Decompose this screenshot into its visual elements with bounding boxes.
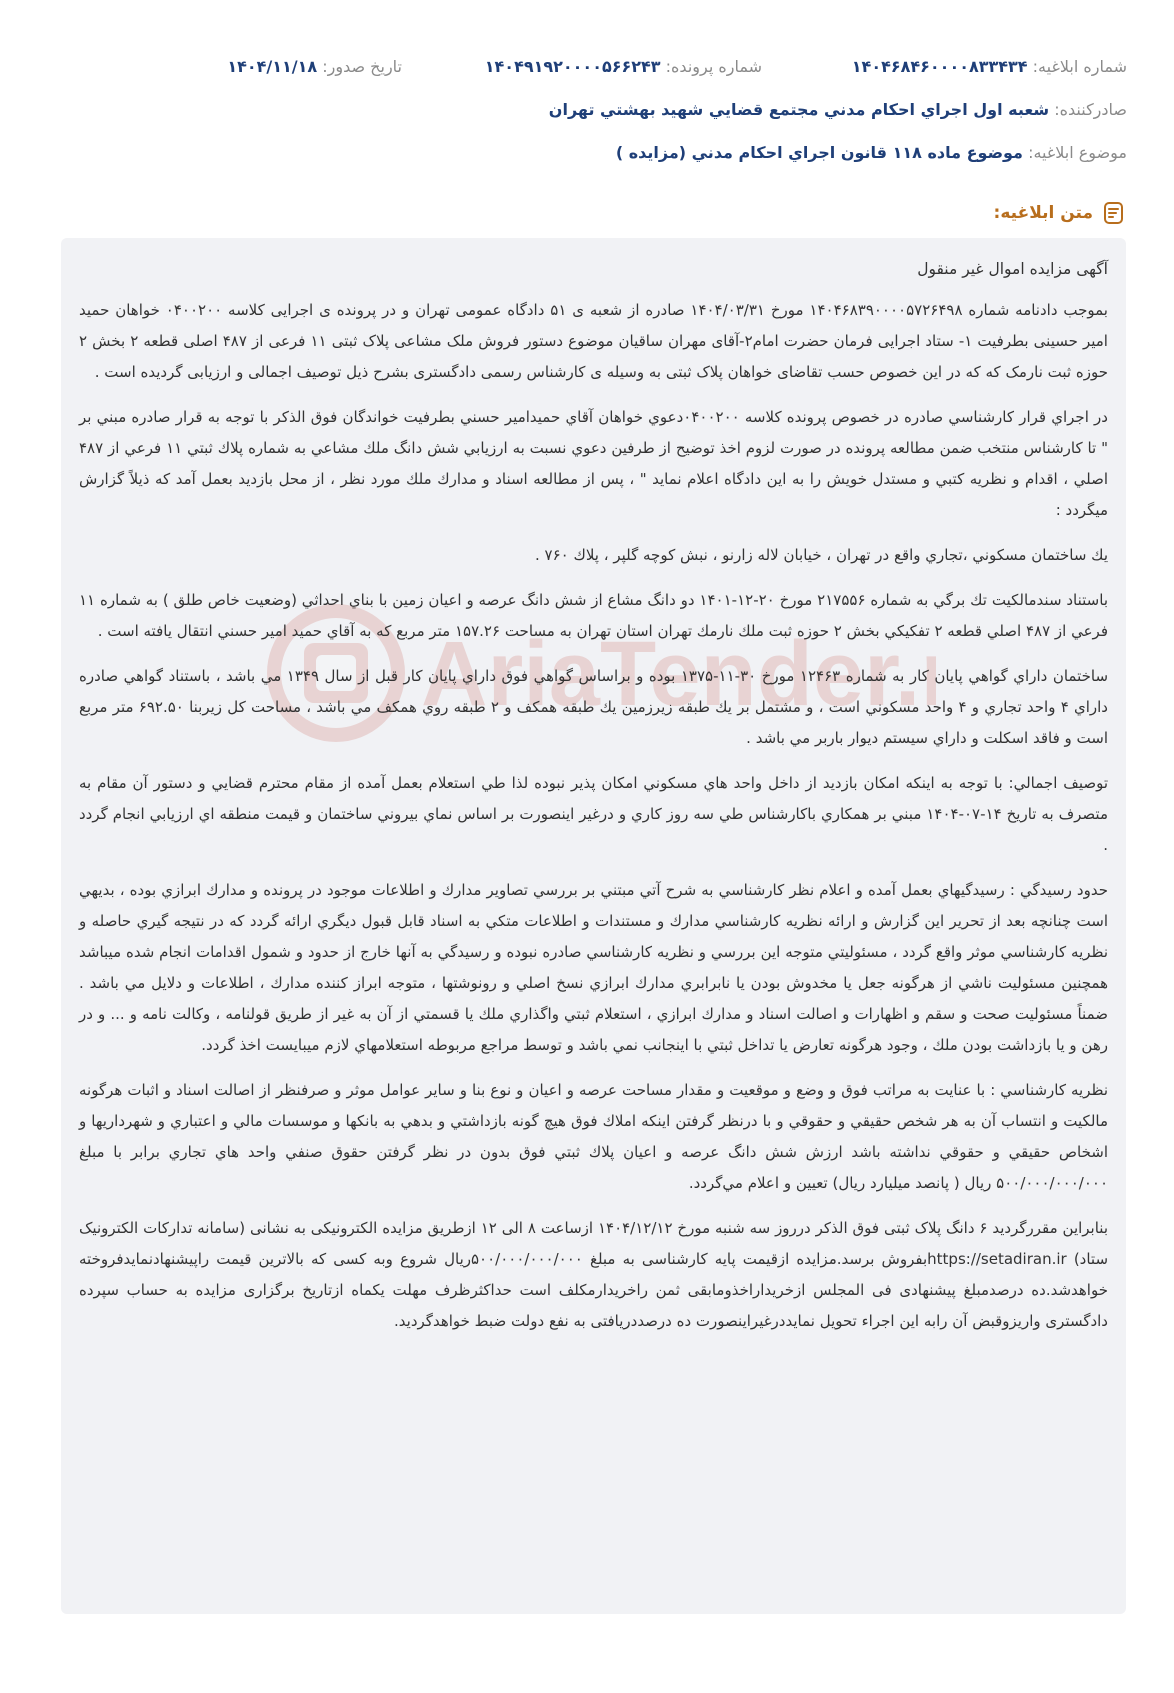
section-title (994, 200, 1127, 226)
paragraph-expert-opinion: نظريه كارشناسي : با عنايت به مراتب فوق و وضع و موقعيت و مقدار مساحت عرصه و اعيان و نوع بنا و ساير عوامل موثر و صرفنظر از اصالت اسناد و اثبات هرگونه مالكيت و انتساب آن به هر شخص حقيقي و حقوقي و با درنظر گرفتن اينكه املاك فوق هيچ گونه بازداشتي و بدهي به بانكها و موسسات مالي و اعتباري و شهرداريها و اشخاص حقيقي و حقوقي نداشته باشد ارزش شش دانگ عرصه و اعيان پلاك ثبتي فوق بدون در نظر گرفتن حقوق صنفي واحد هاي تجاري برابر با مبلغ ۵۰۰/۰۰۰/۰۰۰/۰۰۰ ريال ( پانصد ميليارد ريال) تعيين و اعلام مي‌گردد. (79, 1081, 1108, 1192)
subject-label: موضوع ابلاغیه: (1028, 143, 1127, 162)
notification-number-value: ۱۴۰۴۶۸۴۶۰۰۰۰۸۳۳۴۳۴ (851, 57, 1028, 76)
issue-date (227, 56, 402, 78)
subject (47, 142, 1127, 164)
notification-number (852, 56, 1127, 78)
file-number (485, 56, 762, 78)
paragraph-verdict: بموجب دادنامه شماره ۱۴۰۴۶۸۳۹۰۰۰۰۵۷۲۶۴۹۸ مورخ ۱۴۰۴/۰۳/۳۱ صادره از شعبه ی ۵۱ دادگاه عمومی تهران و در پرونده ی اجرایی کلاسه ۰۴۰۰۲۰۰ خواهان حمید امیر حسینی بطرفیت ۱- ستاد اجرایی فرمان حضرت امام۲-آقای مهران ساقیان موضوع دستور فروش ملک مشاعی پلاک ثبتی ۱۱ فرعی از ۴۸۷ اصلی قطعه ۲ بخش ۲ حوزه ثبت نارمک که که در این خصوص حسب تقاضای خواهان پلاک ثبتی به وسیله ی کارشناس رسمی دادگستری بشرح ذیل توصیف اجمالی و ارزیابی گردیده است . (79, 301, 1108, 381)
notification-text-box (61, 238, 1126, 1614)
file-number-value: ۱۴۰۴۹۱۹۲۰۰۰۰۵۶۶۲۴۳ (484, 57, 661, 76)
document-title: آگهی مزایده اموال غیر منقول (917, 260, 1108, 278)
section-title-text: متن ابلاغیه: (993, 203, 1093, 223)
paragraph-expert-order: در اجراي قرار كارشناسي صادره در خصوص پرونده كلاسه ۰۴۰۰۲۰۰دعوي خواهان آقاي حميدامير حسني بطرفيت خواندگان فوق الذكر با توجه به قرار صادره مبني بر " تا كارشناس منتخب ضمن مطالعه پرونده در صورت لزوم اخذ توضيح از طرفين دعوي نسبت به ارزيابي شش دانگ ملك مشاعي به شماره پلاك ثبتي ۱۱ فرعي از ۴۸۷ اصلي ، اقدام و نظريه كتبي و مستدل خويش را به اين دادگاه اعلام نمايد " ، پس از مطالعه اسناد و مدارك ملك مورد نظر ، از محل بازديد بعمل آمد كه ذيلاً گزارش ميگردد : (79, 408, 1108, 519)
issue-date-label: تاریخ صدور: (322, 57, 402, 76)
issuer-value: شعبه اول اجراي احكام مدني مجتمع قضايي شهيد بهشتي تهران (548, 100, 1050, 119)
paragraph-property-address: يك ساختمان مسكوني ،تجاري واقع در تهران ، خيابان لاله زارنو ، نبش كوچه گلپر ، پلاك ۷۶۰ . (534, 546, 1108, 564)
paragraph-ownership-deed: باستناد سندمالكيت تك برگي به شماره ۲۱۷۵۵۶ مورخ ۲۰-۱۲-۱۴۰۱ دو دانگ مشاع از شش دانگ عرصه و اعيان زمين با بناي احداثي (وضعيت خاص طلق ) به شماره ۱۱ فرعي از ۴۸۷ اصلي قطعه ۲ تفكيكي بخش ۲ حوزه ثبت ملك نارمك تهران استان تهران به مساحت ۱۵۷.۲۶ متر مربع كه به آقاي حميد امير حسني انتقال يافته است . (79, 591, 1108, 640)
paragraph-building-details: ساختمان داراي گواهي پايان كار به شماره ۱۲۴۶۳ مورخ ۳۰-۱۱-۱۳۷۵ بوده و براساس گواهي فوق داراي پايان كار قبل از سال ۱۳۴۹ مي باشد ، باستناد گواهي صادره داراي ۴ واحد تجاري و ۴ واحد مسكوني است ، و مشتمل بر يك طبقه زيرزمين يك طبقه همكف و ۲ طبقه روي همكف مي باشد ، مساحت كل زيربنا ۶۹۲.۵۰ متر مربع است و فاقد اسكلت و داراي سيستم ديوار باربر مي باشد . (79, 667, 1109, 747)
issuer-label: صادرکننده: (1054, 100, 1127, 119)
issuer (47, 99, 1127, 121)
watermark-text: AriaTender. (421, 623, 921, 725)
subject-value: موضوع ماده ۱۱۸ قانون اجراي احكام مدني (مزايده ) (615, 143, 1023, 162)
paragraph-review-scope: حدود رسيدگي : رسيدگيهاي بعمل آمده و اعلام نظر كارشناسي به شرح آتي مبتني بر بررسي تصاوير مدارك و اطلاعات موجود در پرونده و مدارك ابرازي بوده ، بديهي است چنانچه بعد از تحرير اين گزارش و ارائه نظريه كارشناسي مدارك و مستندات و اطلاعات متكي به اسناد قابل قبول ديگري ارائه گردد كه در نتيجه گيري حاصله و نظريه كارشناسي موثر واقع گردد ، مسئوليتي متوجه اين بررسي و نظريه كارشناسي صادره نبوده و رسيدگي به آنها خارج از حدود و شمول اقدامات انجام شده ميباشد همچنين مسئوليت ناشي از هرگونه جعل يا مخدوش بودن يا نابرابري مدارك ابرازي نسخ اصلي و رونوشتها ، متوجه ابراز كننده مدارك ، اطلاعات و دلايل مي باشد . ضمناً مسئوليت صحت و سقم و اظهارات و اصالت اسناد و مدارك ابرازي ، استعلام ثبتي واگذاري ملك يا قسمتي از آن به غير از طريق قولنامه ، وكالت نامه و ... و در رهن و يا بازداشت بودن ملك ، وجود هرگونه تعارض يا تداخل ثبتي با اينجانب نمي باشد و توسط مراجع مربوطه استعلامهاي لازم ميبايست اخذ گردد. (79, 881, 1108, 1054)
document-text-icon (1101, 200, 1127, 226)
issue-date-value: ۱۴۰۴/۱۱/۱۸ (227, 57, 318, 76)
paragraph-brief-description: توصيف اجمالي: با توجه به اينكه امكان بازديد از داخل واحد هاي مسكوني امكان پذير نبوده لذا طي استعلام بعمل آمده از مقام محترم قضايي و دستور آن مقام به متصرف به تاريخ ۱۴-۰۷-۱۴۰۴ مبني بر همكاري باكارشناس طي سه روز كاري و درغير اينصورت بر اساس نماي بيروني ساختمان و قيمت منطقه اي ارزيابي انجام گردد . (79, 774, 1108, 854)
paragraph-auction-terms: بنابراین مقررگردید ۶ دانگ پلاک ثبتی فوق الذکر درروز سه شنبه مورخ ۱۴۰۴/۱۲/۱۲ ازساعت ۸ الی ۱۲ ازطریق مزایده الکترونیکی به نشانی (سامانه تدارکات الکترونیک ستاد) https://setadiran.irبفروش برسد.مزایده ازقیمت پایه کارشناسی به مبلغ ۵۰۰/۰۰۰/۰۰۰/۰۰۰ریال شروع وبه کسی که بالاترین قیمت راپیشنهادنمایدفروخته خواهدشد.ده درصدمبلغ پیشنهادی فی المجلس ازخریداراخذومابقی ثمن راخریدارمکلف است حداکثرظرف مهلت یکماه ازتاریخ برگزاری مزایده به حساب سپرده دادگستری واریزوقبض آن رابه این اجراء تحویل نمایددرغیراینصورت ده درصددریافتی به نفع دولت ضبط خواهدگردید. (79, 1219, 1109, 1330)
file-number-label: شماره پرونده: (665, 57, 762, 76)
notification-number-label: شماره ابلاغیه: (1032, 57, 1127, 76)
